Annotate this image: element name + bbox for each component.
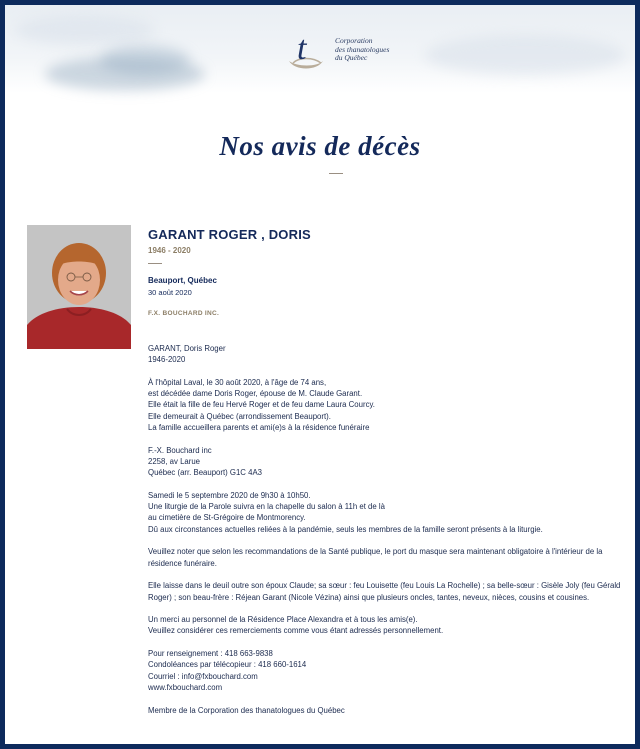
membership-line: Membre de la Corporation des thanatologues du Québec [148, 705, 345, 715]
text-line: est décédée dame Doris Roger, épouse de M. Claude Garant. [148, 389, 363, 399]
deceased-name: GARANT ROGER , DORIS [148, 227, 311, 242]
obituary-paragraph [148, 343, 628, 366]
corporation-logo[interactable] [283, 27, 403, 77]
obituary-paragraph [148, 580, 628, 603]
obituary-paragraph [148, 490, 628, 535]
website-link[interactable]: www.fxbouchard.com [148, 682, 223, 692]
text-line: GARANT, Doris Roger [148, 344, 226, 353]
life-years: 1946 - 2020 [148, 246, 191, 255]
text-line: résidence funéraire. [148, 558, 217, 568]
text-line: Elle était la fille de feu Hervé Roger et de feu dame Laura Courcy. [148, 400, 375, 410]
title-divider [329, 173, 343, 174]
header-banner [5, 5, 635, 93]
text-line: Elle demeurait à Québec (arrondissement Beauport). [148, 411, 331, 421]
contact-paragraph [148, 648, 628, 693]
fax-info: Condoléances par télécopieur : 418 660-1614 [148, 660, 307, 670]
text-line: au cimetière de St-Grégoire de Montmorency. [148, 513, 306, 523]
text-line: 2258, av Larue [148, 456, 201, 466]
text-line: Québec (arr. Beauport) G1C 4A3 [148, 468, 262, 478]
funeral-home-link[interactable]: F.X. BOUCHARD INC. [148, 310, 220, 317]
text-line: F.-X. Bouchard inc [148, 445, 212, 455]
logo-letter: t [297, 30, 307, 67]
obituary-paragraph [148, 377, 628, 433]
obituary-paragraph [148, 614, 628, 637]
death-date: 30 août 2020 [148, 288, 192, 297]
text-line: À l'hôpital Laval, le 30 août 2020, à l'âge de 74 ans, [148, 377, 327, 387]
text-line: Elle laisse dans le deuil outre son époux Claude; sa sœur : feu Louisette (feu Louis La Rochelle) ; sa belle-sœur : Gisèle Joly (feu Gérald [148, 581, 621, 591]
cloud-decoration [100, 45, 190, 75]
email-link[interactable]: Courriel : info@fxbouchard.com [148, 671, 258, 681]
cloud-decoration [15, 15, 155, 45]
logo-text: Corporation des thanatologues du Québec [335, 36, 390, 62]
cloud-decoration [425, 35, 625, 75]
text-line: Un merci au personnel de la Résidence Place Alexandra et à tous les amis(e). [148, 615, 418, 625]
page-title: Nos avis de décès [219, 131, 421, 161]
phone-info: Pour renseignement : 418 663-9838 [148, 649, 273, 659]
location: Beauport, Québec [148, 276, 217, 285]
obituary-paragraph [148, 705, 628, 716]
text-line: Samedi le 5 septembre 2020 de 9h30 à 10h50. [148, 490, 311, 500]
text-line: Roger) ; son beau-frère : Réjean Garant (Nicole Vézina) ainsi que plusieurs oncles, tantes, neveux, nièces, cousins et cousines. [148, 592, 590, 602]
text-line: La famille accueillera parents et ami(e)s à la résidence funéraire [148, 423, 370, 433]
text-line: Dû aux circonstances actuelles reliées à la pandémie, seuls les membres de la famille seront présents à la liturgie. [148, 524, 543, 534]
obituary-paragraph [148, 445, 628, 479]
obituary-paragraph [148, 546, 628, 569]
deceased-photo [27, 225, 131, 349]
portrait-image [27, 225, 131, 349]
name-divider [148, 263, 162, 264]
obituary-text [148, 343, 628, 727]
text-line: Veuillez considérer ces remerciements comme vous étant adressés personnellement. [148, 626, 444, 636]
text-line: Une liturgie de la Parole suivra en la chapelle du salon à 11h et de là [148, 502, 385, 512]
text-line: Veuillez noter que selon les recommandations de la Santé publique, le port du masque sera maintenant obligatoire à l'intérieur de la [148, 547, 603, 557]
logo-mark-icon [283, 27, 329, 73]
text-line: 1946-2020 [148, 355, 186, 365]
